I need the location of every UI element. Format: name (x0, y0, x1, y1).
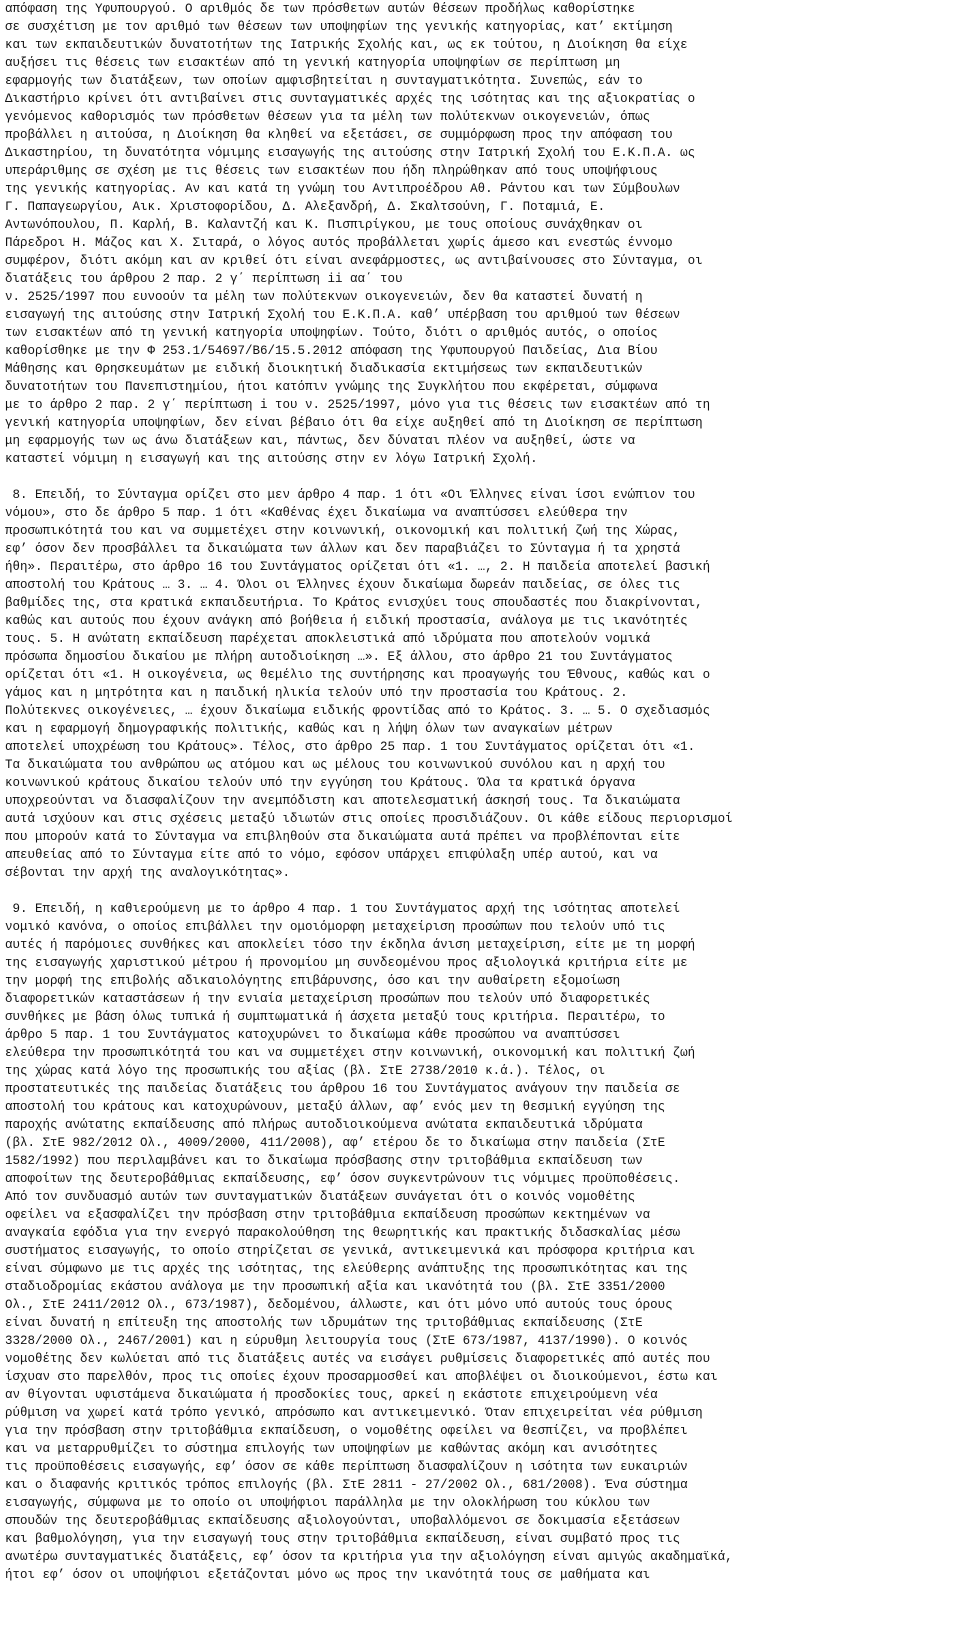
text-line: και των εκπαιδευτικών δυνατοτήτων της Ιατρικής Σχολής και, ως εκ τούτου, η Διοίκηση θα είχε (5, 38, 688, 52)
text-line: συνθήκες με βάση όλως τυπικά ή συμπτωματικά ή άσχετα μεταξύ τους κριτήρια. Περαιτέρω, το (5, 1010, 666, 1024)
text-line: 9. Επειδή, η καθιερούμενη με το άρθρο 4 παρ. 1 του Συντάγματος αρχή της ισότητας αποτελεί (5, 902, 681, 916)
paragraph-p8 (5, 486, 955, 882)
text-line: και ο διαφανής κριτικός τρόπος επιλογής (βλ. ΣτΕ 2811 - 27/2002 Ολ., 681/2008). Ένα σύστημα (5, 1478, 688, 1492)
text-line: Γ. Παπαγεωργίου, Αικ. Χριστοφορίδου, Δ. Αλεξανδρή, Δ. Σκαλτσούνη, Γ. Ποταμιά, Ε. (5, 200, 606, 214)
text-line: οφείλει να εξασφαλίζει την πρόσβαση στην τριτοβάθμια εκπαίδευση προσώπων κεκτημένων να (5, 1208, 651, 1222)
paragraph-gap (5, 468, 955, 486)
text-line: ήθη». Περαιτέρω, στο άρθρο 16 του Συντάγματος ορίζεται ότι «1. …, 2. Η παιδεία αποτελεί βασική (5, 560, 711, 574)
text-line: εισαγωγής, σύμφωνα με το οποίο οι υποψήφιοι παράλληλα με την ολοκλήρωση του κύκλου των (5, 1496, 651, 1510)
text-line: γάμος και η μητρότητα και η παιδική ηλικία τελούν υπό την προστασία του Κράτους. 2. (5, 686, 628, 700)
text-line: συστήματος εισαγωγής, το οποίο στηρίζεται σε γενικά, αντικειμενικά και πρόσφορα κριτήρια και (5, 1244, 696, 1258)
document-body (5, 0, 955, 1584)
text-line: Ολ., ΣτΕ 2411/2012 Ολ., 673/1987), δεδομένου, άλλωστε, και ότι μόνο υπό αυτούς τους όρους (5, 1298, 673, 1312)
text-line: σέβονται την αρχή της αναλογικότητας». (5, 866, 291, 880)
text-line: τις προϋποθέσεις εισαγωγής, εφ’ όσον σε κάθε περίπτωση διασφαλίζουν η ισότητα των ευκαιριών (5, 1460, 688, 1474)
text-line: ίσχυαν στο παρελθόν, προς τις οποίες έχουν προσαρμοσθεί και αποβλέψει οι διοικούμενοι, έστω και (5, 1370, 718, 1384)
text-line: προστατευτικές της παιδείας διατάξεις του άρθρου 16 του Συντάγματος ανάγουν την παιδεία σε (5, 1082, 681, 1096)
text-line: 3328/2000 Ολ., 2467/2001) και η εύρυθμη λειτουργία τους (ΣτΕ 673/1987, 4137/1990). Ο κοινός (5, 1334, 688, 1348)
text-line: διαφορετικών καταστάσεων ή την ενιαία μεταχείριση προσώπων που τελούν υπό διαφορετικές (5, 992, 651, 1006)
text-line: γενόμενος καθορισμός των πρόσθετων θέσεων για τα μέλη των πολύτεκνων οικογενειών, όπως (5, 110, 651, 124)
text-line: αυτά ισχύουν και στις σχέσεις μεταξύ ιδιωτών στις οποίες προσιδιάζουν. Οι κάθε είδους περιορισμοί (5, 812, 733, 826)
paragraph-p7-tail (5, 0, 955, 468)
text-line: τους. 5. Η ανώτατη εκπαίδευση παρέχεται αποκλειστικά από ιδρύματα που αποτελούν νομικά (5, 632, 651, 646)
text-line: αυτές ή παρόμοιες συνθήκες και αποκλείει τόσο την έκδηλα άνιση μεταχείριση, είτε με τη μορφή (5, 938, 696, 952)
text-line: Τα δικαιώματα του ανθρώπου ως ατόμου και ως μέλους του κοινωνικού συνόλου και η αρχή του (5, 758, 666, 772)
text-line: νομικό κανόνα, ο οποίος επιβάλλει την ομοιόμορφη μεταχείριση προσώπων που τελούν υπό τις (5, 920, 666, 934)
text-line: ν. 2525/1997 που ευνοούν τα μέλη των πολύτεκνων οικογενειών, δεν θα καταστεί δυνατή η (5, 290, 643, 304)
text-line: την μορφή της επιβολής αδικαιολόγητης επιβάρυνσης, όσο και την αυθαίρετη εξομοίωση (5, 974, 621, 988)
text-line: των εισακτέων από τη γενική κατηγορία υποψηφίων. Τούτο, διότι ο αριθμός αυτός, ο οποίος (5, 326, 658, 340)
text-line: (βλ. ΣτΕ 982/2012 Ολ., 4009/2000, 411/2008), αφ’ ετέρου δε το δικαίωμα στην παιδεία (ΣτΕ (5, 1136, 666, 1150)
text-line: αποστολή του κράτους και κατοχυρώνουν, μεταξύ άλλων, αφ’ ενός μεν τη θεσμική εγγύηση της (5, 1100, 666, 1114)
text-line: της χώρας κατά λόγο της προσωπικής του αξίας (βλ. ΣτΕ 2738/2010 κ.ά.). Τέλος, οι (5, 1064, 606, 1078)
text-line: συμφέρον, διότι ακόμη και αν κριθεί ότι είναι ανεφάρμοστες, ως αντιβαίνουσες στο Σύνταγμα, οι (5, 254, 703, 268)
text-line: και η εφαρμογή δημογραφικής πολιτικής, καθώς και η λήψη όλων των αναγκαίων μέτρων (5, 722, 613, 736)
text-line: σταδιοδρομίας εκάστου ανάλογα με την προσωπική αξία και ικανότητά του (βλ. ΣτΕ 3351/2000 (5, 1280, 666, 1294)
text-line: που μπορούν κατά το Σύνταγμα να επιβληθούν στα δικαιώματα αυτά πρέπει να προβλέπονται είτε (5, 830, 681, 844)
text-line: είναι δυνατή η επίτευξη της αποστολής των ιδρυμάτων της τριτοβάθμιας εκπαίδευσης (ΣτΕ (5, 1316, 643, 1330)
text-line: απευθείας από το Σύνταγμα είτε από το νόμο, εφόσον υπάρχει επιφύλαξη υπέρ αυτού, και να (5, 848, 658, 862)
text-line: καταστεί νόμιμη η εισαγωγή και της αιτούσης στην εν λόγω Ιατρική Σχολή. (5, 452, 538, 466)
text-line: καθορίσθηκε με την Φ 253.1/54697/Β6/15.5.2012 απόφαση της Υφυπουργού Παιδείας, Δια Βίου (5, 344, 658, 358)
text-line: Αντωνόπουλου, Π. Καρλή, Β. Καλαντζή και Κ. Πισπιρίγκου, με τους οποίους συνάχθηκαν οι (5, 218, 643, 232)
text-line: εφ’ όσον δεν προσβάλλει τα δικαιώματα των άλλων και δεν παραβιάζει το Σύνταγμα ή τα χρηστά (5, 542, 681, 556)
text-line: Από τον συνδυασμό αυτών των συνταγματικών διατάξεων συνάγεται ότι ο κοινός νομοθέτης (5, 1190, 636, 1204)
text-line: για την πρόσβαση στην τριτοβάθμια εκπαίδευση, ο νομοθέτης οφείλει να θεσπίζει, να προβλέπει (5, 1424, 688, 1438)
text-line: αποφοίτων της δευτεροβάθμιας εκπαίδευσης, εφ’ όσον συγκεντρώνουν τις νόμιμες προϋποθέσεις. (5, 1172, 681, 1186)
text-line: 8. Επειδή, το Σύνταγμα ορίζει στο μεν άρθρο 4 παρ. 1 ότι «Οι Έλληνες είναι ίσοι ενώπιον του (5, 488, 696, 502)
text-line: Πάρεδροι Η. Μάζος και Χ. Σιταρά, ο λόγος αυτός προβάλλεται χωρίς άμεσο και ενεστώς έννομο (5, 236, 673, 250)
text-line: αν θίγονται υφιστάμενα δικαιώματα ή προσδοκίες τους, αρκεί η εκάστοτε επιχειρούμενη νέα (5, 1388, 658, 1402)
text-line: Μάθησης και Θρησκευμάτων με ειδική διοικητική διαδικασία εκτιμήσεως των εκπαιδευτικών (5, 362, 643, 376)
text-line: Δικαστήριο κρίνει ότι αντιβαίνει στις συνταγματικές αρχές της ισότητας και της αξιοκρατίας ο (5, 92, 696, 106)
text-line: είναι σύμφωνο με τις αρχές της ισότητας, της ελεύθερης ανάπτυξης της προσωπικότητας και της (5, 1262, 688, 1276)
text-line: αναγκαία εφόδια για την ενεργό παρακολούθηση της θεωρητικής και πρακτικής διδασκαλίας μέσω (5, 1226, 681, 1240)
text-line: Δικαστηρίου, τη δυνατότητα νόμιμης εισαγωγής της αιτούσης στην Ιατρική Σχολή του Ε.Κ.Π.Α. ως (5, 146, 696, 160)
text-line: 1582/1992) που περιλαμβάνει και το δικαίωμα πρόσβασης στην τριτοβάθμια εκπαίδευση των (5, 1154, 643, 1168)
text-line: και βαθμολόγηση, για την εισαγωγή τους στην τριτοβάθμια εκπαίδευση, είναι συμβατό προς τις (5, 1532, 681, 1546)
text-line: άρθρο 5 παρ. 1 του Συντάγματος κατοχυρώνει το δικαίωμα κάθε προσώπου να αναπτύσσει (5, 1028, 621, 1042)
text-line: ελεύθερα την προσωπικότητά του και να συμμετέχει στην κοινωνική, οικονομική και πολιτική ζωή (5, 1046, 696, 1060)
text-line: προβάλλει η αιτούσα, η Διοίκηση θα κληθεί να εξετάσει, σε συμμόρφωση προς την απόφαση του (5, 128, 673, 142)
text-line: αυξήσει τις θέσεις των εισακτέων από τη γενική κατηγορία υποψηφίων σε περίπτωση μη (5, 56, 621, 70)
text-line: σε συσχέτιση με τον αριθμό των θέσεων των υποψηφίων της γενικής κατηγορίας, κατ’ εκτίμηση (5, 20, 673, 34)
text-line: υποχρεούνται να διασφαλίζουν την ανεμπόδιστη και αποτελεσματική άσκησή τους. Τα δικαιώματα (5, 794, 681, 808)
text-line: προσωπικότητά του και να συμμετέχει στην κοινωνική, οικονομική και πολιτική ζωή της Χώρας, (5, 524, 681, 538)
text-line: δυνατοτήτων του Πανεπιστημίου, ήτοι κατόπιν γνώμης της Συγκλήτου που εκφέρεται, σύμφωνα (5, 380, 658, 394)
text-line: βαθμίδες της, στα κρατικά εκπαιδευτήρια. Το Κράτος ενισχύει τους σπουδαστές που διακρίνονται, (5, 596, 703, 610)
text-line: απόφαση της Υφυπουργού. Ο αριθμός δε των πρόσθετων αυτών θέσεων προδήλως καθορίστηκε (5, 2, 636, 16)
text-line: της γενικής κατηγορίας. Αν και κατά τη γνώμη του Αντιπροέδρου Αθ. Ράντου και των Σύμβουλων (5, 182, 681, 196)
text-line: ορίζεται ότι «1. Η οικογένεια, ως θεμέλιο της συντήρησης και προαγωγής του Έθνους, καθώς και ο (5, 668, 711, 682)
text-line: εισαγωγή της αιτούσης στην Ιατρική Σχολή του Ε.Κ.Π.Α. καθ’ υπέρβαση του αριθμού των θέσεων (5, 308, 681, 322)
text-line: αποτελεί υποχρέωση του Κράτους». Τέλος, στο άρθρο 25 παρ. 1 του Συντάγματος ορίζεται ότι «1. (5, 740, 696, 754)
text-line: με το άρθρο 2 παρ. 2 γ΄ περίπτωση i του ν. 2525/1997, μόνο για τις θέσεις των εισακτέων από τη (5, 398, 711, 412)
text-line: ήτοι εφ’ όσον οι υποψήφιοι εξετάζονται μόνο ως προς την ικανότητά τους σε μαθήματα και (5, 1568, 651, 1582)
text-line: διατάξεις του άρθρου 2 παρ. 2 γ΄ περίπτωση ii αα΄ του (5, 272, 403, 286)
text-line: νομοθέτης δεν κωλύεται από τις διατάξεις αυτές να εισάγει ρυθμίσεις διαφορετικές από αυτές που (5, 1352, 711, 1366)
text-line: κοινωνικού κράτους δικαίου τελούν υπό την εγγύηση του Κράτους. Όλα τα κρατικά όργανα (5, 776, 636, 790)
text-line: ρύθμιση να χωρεί κατά τρόπο γενικό, απρόσωπο και αντικειμενικό. Όταν επιχειρείται νέα ρύθμιση (5, 1406, 703, 1420)
text-line: νόμου», στο δε άρθρο 5 παρ. 1 ότι «Καθένας έχει δικαίωμα να αναπτύσσει ελεύθερα την (5, 506, 628, 520)
text-line: γενική κατηγορία υποψηφίων, δεν είναι βέβαιο ότι θα είχε αυξηθεί από τη Διοίκηση σε περίπτωση (5, 416, 703, 430)
text-line: αποστολή του Κράτους … 3. … 4. Όλοι οι Έλληνες έχουν δικαίωμα δωρεάν παιδείας, σε όλες τις (5, 578, 681, 592)
text-line: και να μεταρρυθμίζει το σύστημα επιλογής των υποψηφίων με καθώντας ακόμη και ανισότητες (5, 1442, 658, 1456)
text-line: Πολύτεκνες οικογένειες, … έχουν δικαίωμα ειδικής φροντίδας από το Κράτος. 3. … 5. Ο σχεδιασμός (5, 704, 711, 718)
paragraph-p9 (5, 900, 955, 1584)
text-line: παροχής ανώτατης εκπαίδευσης από πλήρως αυτοδιοικούμενα ανώτατα εκπαιδευτικά ιδρύματα (5, 1118, 643, 1132)
text-line: υπεράριθμης σε σχέση με τις θέσεις των εισακτέων που ήδη πληρώθηκαν από τους υποψήφιους (5, 164, 658, 178)
text-line: ανωτέρω συνταγματικές διατάξεις, εφ’ όσον τα κριτήρια για την αξιολόγηση είναι αμιγώς ακαδημαϊκά, (5, 1550, 733, 1564)
text-line: μη εφαρμογής των ως άνω διατάξεων και, πάντως, δεν δύναται πλέον να αυξηθεί, ώστε να (5, 434, 636, 448)
text-line: εφαρμογής των διατάξεων, των οποίων αμφισβητείται η συνταγματικότητα. Συνεπώς, εάν το (5, 74, 643, 88)
text-line: καθώς και αυτούς που έχουν ανάγκη από βοήθεια ή ειδική προστασία, ανάλογα με τις ικανότητές (5, 614, 688, 628)
paragraph-gap (5, 882, 955, 900)
text-line: σπουδών της δευτεροβάθμιας εκπαίδευσης αξιολογούνται, υποβαλλόμενοι σε δοκιμασία εξετάσεων (5, 1514, 681, 1528)
text-line: πρόσωπα δημοσίου δικαίου με πλήρη αυτοδιοίκηση …». Εξ άλλου, στο άρθρο 21 του Συντάγματος (5, 650, 673, 664)
text-line: της εισαγωγής χαριστικού μέτρου ή προνομίου μη συνδεομένου προς αξιολογικά κριτήρια είτε με (5, 956, 688, 970)
